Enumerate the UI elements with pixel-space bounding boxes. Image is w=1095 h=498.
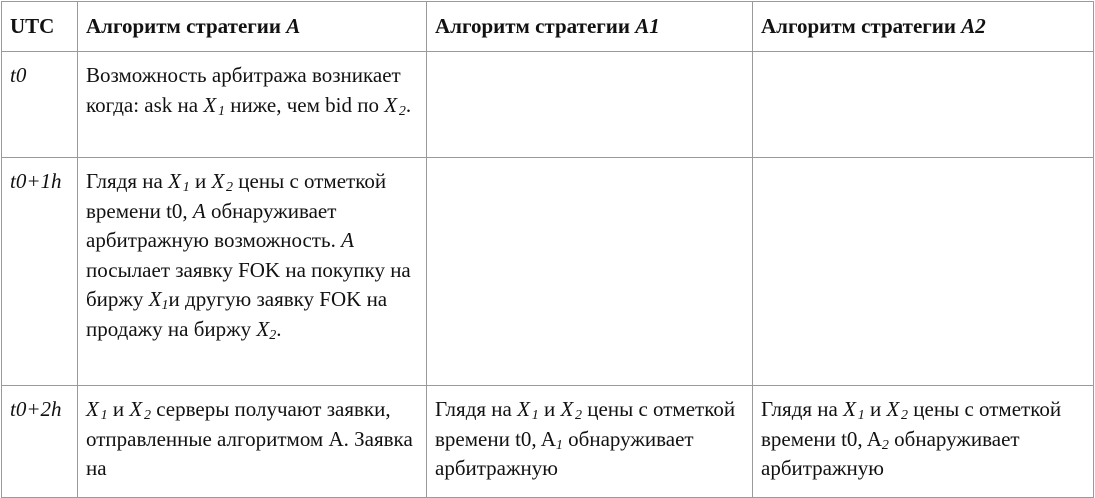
header-row [2,2,1094,52]
strategy-a-cell [78,386,427,498]
exchange-index: 1 [182,180,190,195]
cell-text: и [864,397,887,421]
cell-text: Глядя на [761,397,844,421]
strategy-a1-cell [427,386,753,498]
cell-text: и [538,397,561,421]
cell-text: и другую заявку FOK на продажу на биржу [86,287,388,341]
table-row [2,52,1094,158]
cell-text: и [107,397,130,421]
exchange-index: 2 [398,103,406,119]
table-row [2,158,1094,386]
exchange-symbol: X [843,397,856,421]
cell-text: обнаруживает арбитражную [761,426,1020,480]
strategy-a2-cell [753,386,1094,498]
header-utc-label: UTC [10,14,55,38]
strategy-a2-cell [753,52,1094,158]
cell-text: цены с отметкой времени t0, [86,169,387,223]
cell-text: цены с отметкой времени t0, A [761,397,1062,451]
cell-text: обнаруживает арбитражную возможность. [86,198,342,252]
exchange-symbol: X [211,169,225,193]
strategy-a1-cell [427,158,753,386]
algorithm-name: A [341,228,354,252]
exchange-index: 2 [226,180,234,195]
header-strategy-a [78,2,427,52]
header-strategy-name: A1 [635,14,660,38]
strategy-timeline-table [1,1,1094,498]
strategy-a2-cell [753,158,1094,386]
exchange-index: 1 [161,298,169,313]
header-strategy-prefix: Алгоритм стратегии [761,14,962,38]
exchange-symbol: X [384,92,398,117]
exchange-index: 2 [575,408,583,423]
cell-text: обнаруживает арбитражную [435,426,694,480]
cell-text: Возможность арбитража возникает когда: ask на [86,63,401,117]
exchange-symbol: X [256,316,270,341]
cell-text: цены с отметкой времени t0, A [435,397,736,451]
time-label: t0 [10,63,27,87]
algorithm-name: A [192,198,206,223]
header-strategy-prefix: Алгоритм стратегии [435,14,636,38]
exchange-symbol: X [560,397,574,421]
strategy-a-cell [78,158,427,386]
exchange-symbol: X [168,169,181,193]
header-strategy-name: A [286,14,301,38]
time-cell [2,158,78,386]
exchange-index: 1 [857,408,865,423]
time-cell [2,386,78,498]
header-strategy-a1 [427,2,753,52]
exchange-symbol: X [886,397,900,421]
cell-text: . [276,316,282,341]
table-row [2,386,1094,498]
strategy-a1-cell [427,52,753,158]
exchange-symbol: X [86,397,99,421]
algorithm-index: 2 [881,437,889,453]
header-strategy-prefix: Алгоритм стратегии [86,14,287,38]
cell-text: Глядя на [435,397,518,421]
exchange-index: 2 [901,408,909,423]
cell-text: и [189,169,212,193]
exchange-symbol: X [129,397,143,421]
cell-text: . [405,92,412,117]
header-utc [2,2,78,52]
exchange-index: 2 [143,408,151,423]
header-strategy-name: A2 [961,14,986,38]
exchange-symbol: X [148,287,162,311]
exchange-symbol: X [517,397,530,421]
exchange-index: 1 [531,408,539,423]
header-strategy-a2 [753,2,1094,52]
strategy-a-cell [78,52,427,158]
exchange-index: 1 [217,103,225,119]
time-label: t0+1h [10,169,62,193]
algorithm-index: 1 [555,437,563,453]
cell-text: ниже, чем bid по [224,92,385,117]
cell-text: Глядя на [86,169,169,193]
time-cell [2,52,78,158]
exchange-index: 2 [269,327,277,343]
cell-text: серверы получают заявки, отправленные алгоритмом A. Заявка на [86,397,413,480]
exchange-index: 1 [100,408,108,423]
exchange-symbol: X [203,92,217,117]
time-label: t0+2h [10,397,62,421]
cell-text: посылает заявку FOK на покупку на биржу [86,257,411,311]
